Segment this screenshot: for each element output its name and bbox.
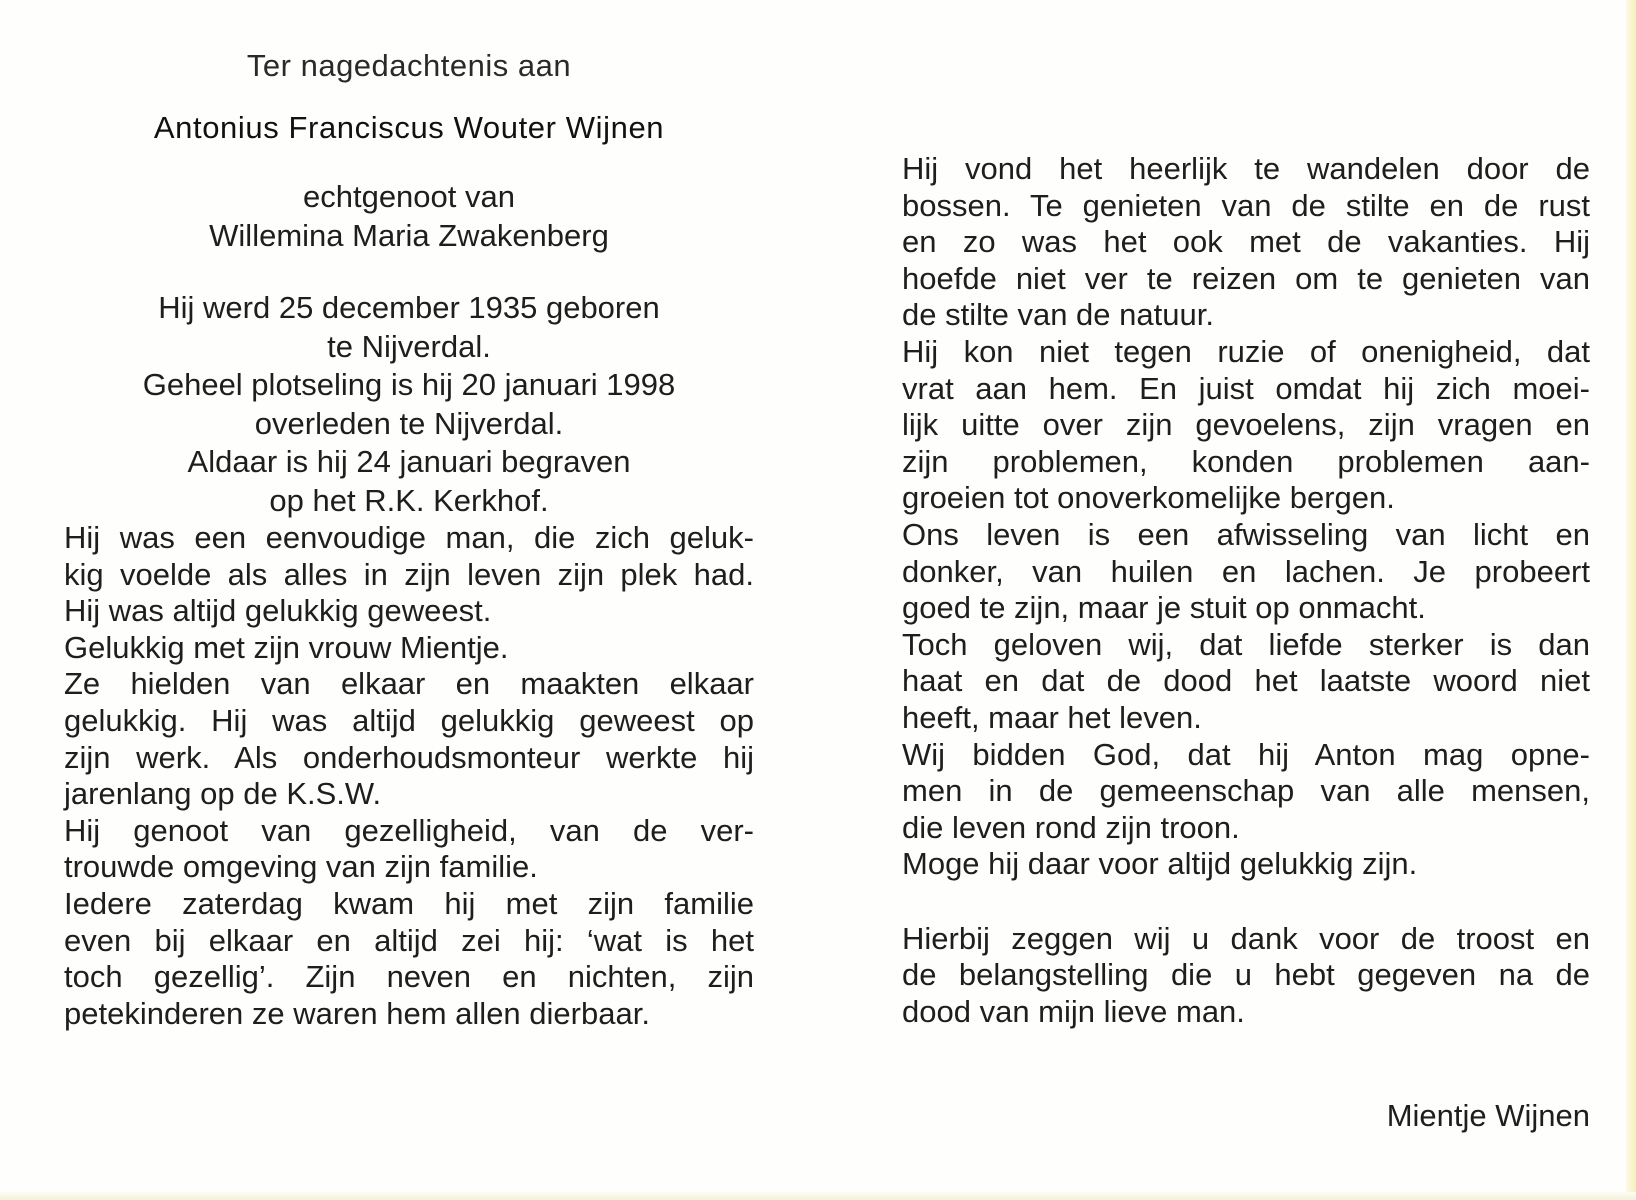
bio-line: petekinderen ze waren hem allen dierbaar. bbox=[64, 995, 650, 1031]
reflection-line: goed te zijn, maar je stuit op onmacht. bbox=[902, 590, 1426, 626]
reflection-line: haat en dat de dood het laatste woord niet bbox=[902, 663, 1590, 699]
spouse-block bbox=[64, 178, 754, 255]
reflection-line: de stilte van de natuur. bbox=[902, 297, 1214, 333]
reflection-line: vrat aan hem. En juist omdat hij zich moei- bbox=[902, 370, 1590, 406]
bio-line: jarenlang op de K.S.W. bbox=[64, 776, 382, 812]
card-edge-bottom bbox=[0, 1192, 1636, 1200]
thanks-line: de belangstelling die u hebt gegeven na de bbox=[902, 957, 1590, 993]
bio-line: Hij was altijd gelukkig geweest. bbox=[64, 593, 492, 629]
biography-text bbox=[64, 520, 754, 1032]
reflection-line: hoefde niet ver te reizen om te genieten van bbox=[902, 260, 1590, 296]
reflection-line: donker, van huilen en lachen. Je probeert bbox=[902, 553, 1590, 589]
dates-line: overleden te Nijverdal. bbox=[254, 405, 564, 441]
bio-line: even bij elkaar en altijd zei hij: ‘wat is het bbox=[64, 922, 754, 958]
reflection-line: Toch geloven wij, dat liefde sterker is dan bbox=[902, 626, 1590, 662]
reflection-line: en zo was het ook met de vakanties. Hij bbox=[902, 224, 1590, 260]
reflection-line: bossen. Te genieten van de stilte en de rust bbox=[902, 187, 1590, 223]
right-page bbox=[902, 151, 1590, 1031]
reflection-line: zijn problemen, konden problemen aan- bbox=[902, 443, 1590, 479]
thanks-text bbox=[902, 921, 1590, 1031]
reflection-line: Ons leven is een afwisseling van licht en bbox=[902, 516, 1590, 552]
bio-line: Hij was een eenvoudige man, die zich geluk- bbox=[64, 520, 754, 555]
dates-line: Aldaar is hij 24 januari begraven bbox=[187, 444, 631, 479]
bio-line: trouwde omgeving van zijn familie. bbox=[64, 849, 538, 885]
thanks-line: Hierbij zeggen wij u dank voor de troost en bbox=[902, 920, 1590, 956]
deceased-name: Antonius Franciscus Wouter Wijnen bbox=[153, 110, 665, 145]
bio-line: Hij genoot van gezelligheid, van de ver- bbox=[64, 812, 754, 848]
spouse-name: Willemina Maria Zwakenberg bbox=[209, 217, 609, 253]
reflection-line: heeft, maar het leven. bbox=[902, 699, 1202, 735]
left-page bbox=[64, 48, 754, 1032]
bio-line: gelukkig. Hij was altijd gelukkig geweest op bbox=[64, 702, 754, 738]
bio-line: Iedere zaterdag kwam hij met zijn familie bbox=[64, 885, 754, 921]
reflection-line: Moge hij daar voor altijd gelukkig zijn. bbox=[902, 846, 1418, 882]
reflection-line: groeien tot onoverkomelijke bergen. bbox=[902, 480, 1395, 516]
thanks-line: dood van mijn lieve man. bbox=[902, 994, 1245, 1030]
bio-line: Gelukkig met zijn vrouw Mientje. bbox=[64, 629, 509, 665]
signature: Mientje Wijnen bbox=[1386, 1098, 1590, 1133]
reflection-line: lijk uitte over zijn gevoelens, zijn vragen en bbox=[902, 407, 1590, 443]
dates-line: Geheel plotseling is hij 20 januari 1998 bbox=[142, 367, 676, 402]
dates-block bbox=[64, 289, 754, 520]
spouse-label: echtgenoot van bbox=[302, 179, 515, 214]
bio-line: kig voelde als alles in zijn leven zijn plek had. bbox=[64, 556, 754, 592]
dates-line: te Nijverdal. bbox=[327, 328, 491, 364]
dates-line: Hij werd 25 december 1935 geboren bbox=[158, 290, 660, 325]
reflection-line: men in de gemeenschap van alle mensen, bbox=[902, 773, 1590, 809]
reflection-text bbox=[902, 151, 1590, 883]
reflection-line: Hij vond het heerlijk te wandelen door de bbox=[902, 151, 1590, 186]
bio-line: Ze hielden van elkaar en maakten elkaar bbox=[64, 666, 754, 702]
reflection-line: Wij bidden God, dat hij Anton mag opne- bbox=[902, 736, 1590, 772]
reflection-line: die leven rond zijn troon. bbox=[902, 809, 1240, 845]
reflection-line: Hij kon niet tegen ruzie of onenigheid, dat bbox=[902, 333, 1590, 369]
bio-line: toch gezellig’. Zijn neven en nichten, zijn bbox=[64, 959, 754, 995]
bio-line: zijn werk. Als onderhoudsmonteur werkte hij bbox=[64, 739, 754, 775]
card-edge-right bbox=[1626, 0, 1636, 1200]
intro-text: Ter nagedachtenis aan bbox=[246, 48, 572, 83]
dates-line: op het R.K. Kerkhof. bbox=[269, 482, 549, 518]
